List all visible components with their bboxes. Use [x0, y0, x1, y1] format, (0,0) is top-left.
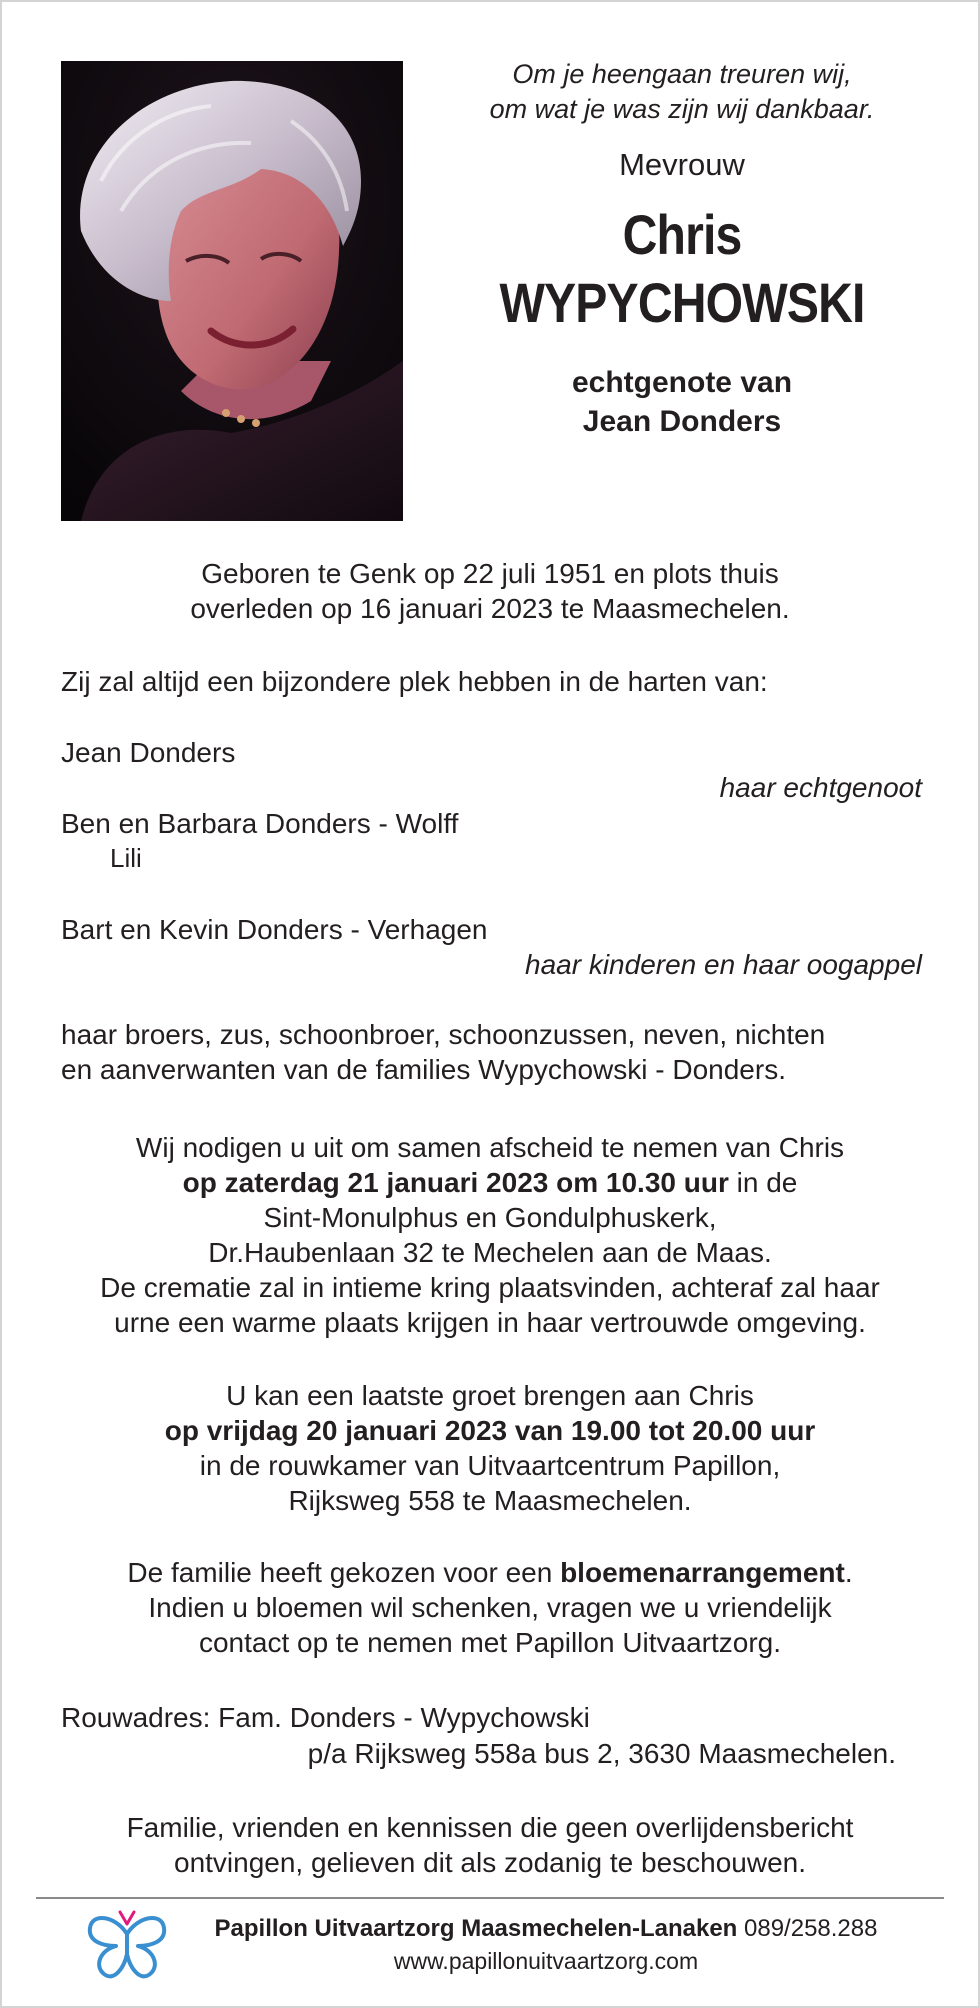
header-block: [422, 57, 942, 441]
flowers-line-1-start: De familie heeft gekozen voor een: [127, 1557, 561, 1588]
relation-line-1: echtgenote van: [571, 366, 793, 399]
visitation-line-1: U kan een laatste groet brengen aan Chris: [226, 1380, 754, 1411]
visitation-datetime: op vrijdag 20 januari 2023 van 19.00 tot 20.00 uur: [164, 1415, 816, 1446]
quote-line-1: Om je heengaan treuren wij,: [512, 59, 852, 89]
child-1: Ben en Barbara Donders - Wolff: [61, 808, 459, 839]
address-line-2: p/a Rijksweg 558a bus 2, 3630 Maasmechelen.: [307, 1738, 896, 1769]
closing-line-2: ontvingen, gelieven dit als zodanig te beschouwen.: [174, 1847, 806, 1878]
flowers-line-1-end: .: [844, 1557, 853, 1588]
child-2: Bart en Kevin Donders - Verhagen: [61, 914, 488, 945]
relatives-line-1: haar broers, zus, schoonbroer, schoonzussen, neven, nichten: [61, 1019, 826, 1050]
flowers-arrangement: bloemenarrangement: [560, 1557, 845, 1588]
ceremony-line-6: urne een warme plaats krijgen in haar vertrouwde omgeving.: [114, 1307, 866, 1338]
address-line-1: Rouwadres: Fam. Donders - Wypychowski: [61, 1702, 590, 1733]
children-role: haar kinderen en haar oogappel: [525, 949, 922, 980]
deceased-first-name: Chris: [622, 203, 742, 266]
closing-line-1: Familie, vrienden en kennissen die geen overlijdensbericht: [126, 1812, 854, 1843]
flowers-line-1: [2, 1555, 978, 1590]
portrait-illustration: [61, 61, 403, 521]
grandchild: Lili: [110, 843, 142, 873]
funeral-home-website[interactable]: www.papillonuitvaartzorg.com: [393, 1948, 699, 1974]
funeral-home-phone: 089/258.288: [737, 1915, 878, 1942]
birth-line-1: Geboren te Genk op 22 juli 1951 en plots thuis: [201, 558, 779, 589]
spouse-name: Jean Donders: [61, 737, 236, 768]
deceased-last-name: WYPYCHOWSKI: [499, 271, 865, 334]
funeral-home-name: Papillon Uitvaartzorg Maasmechelen-Lanaken: [214, 1915, 738, 1942]
funeral-home-line: [186, 1914, 906, 1944]
portrait-photo: [61, 61, 403, 521]
visitation-line-3: in de rouwkamer van Uitvaartcentrum Papillon,: [199, 1450, 781, 1481]
relation-line-2: Jean Donders: [582, 405, 782, 438]
ceremony-line-1: Wij nodigen u uit om samen afscheid te nemen van Chris: [135, 1132, 845, 1163]
visitation-line-4: Rijksweg 558 te Maasmechelen.: [288, 1485, 692, 1516]
ceremony-line-3: Sint-Monulphus en Gondulphuskerk,: [263, 1202, 717, 1233]
quote-line-2: om wat je was zijn wij dankbaar.: [489, 94, 875, 124]
honorific: Mevrouw: [619, 147, 745, 182]
ceremony-line-5: De crematie zal in intieme kring plaatsvinden, achteraf zal haar: [100, 1272, 880, 1303]
ceremony-line-4: Dr.Haubenlaan 32 te Mechelen aan de Maas.: [208, 1237, 772, 1268]
family-intro: Zij zal altijd een bijzondere plek hebben in de harten van:: [61, 666, 768, 697]
ceremony-line-2-rest: in de: [728, 1167, 798, 1198]
flowers-line-3: contact op te nemen met Papillon Uitvaartzorg.: [198, 1627, 782, 1658]
flowers-line-2: Indien u bloemen wil schenken, vragen we u vriendelijk: [148, 1592, 832, 1623]
ceremony-datetime: op zaterdag 21 januari 2023 om 10.30 uur: [182, 1167, 729, 1198]
footer-divider: [36, 1897, 944, 1899]
spouse-role: haar echtgenoot: [719, 772, 922, 803]
birth-line-2: overleden op 16 januari 2023 te Maasmechelen.: [190, 593, 790, 624]
ceremony-line-2: [2, 1165, 978, 1200]
relatives-line-2: en aanverwanten van de families Wypychowski - Donders.: [61, 1054, 786, 1085]
butterfly-icon: [86, 1908, 168, 1984]
